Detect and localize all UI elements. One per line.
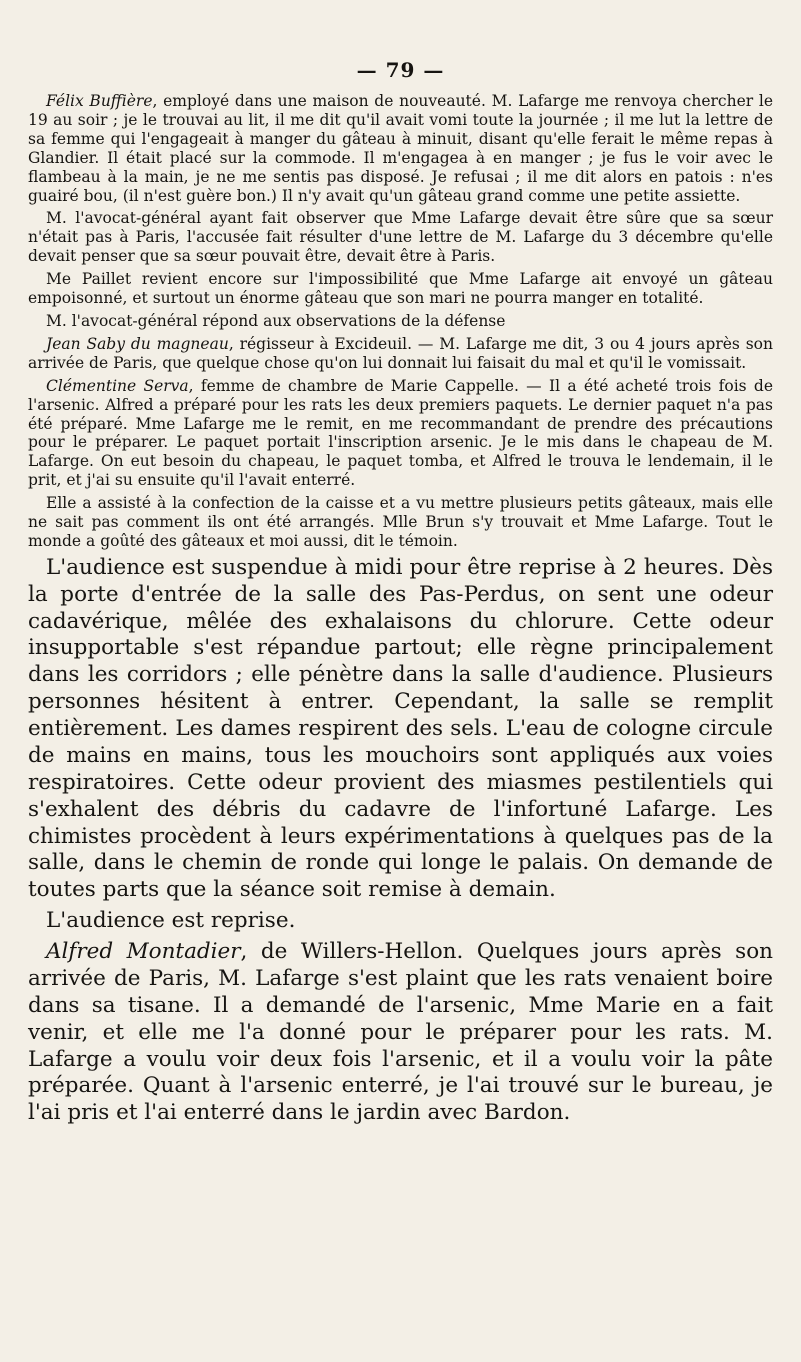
paragraph <box>28 494 773 551</box>
paragraph <box>28 377 773 490</box>
witness-name: Alfred Montadier <box>46 939 241 965</box>
paragraph <box>28 209 773 266</box>
narrative-block <box>28 555 773 1127</box>
paragraph <box>28 92 773 205</box>
paragraph <box>28 312 773 331</box>
page-number: — 79 — <box>356 58 445 82</box>
testimony-block <box>28 92 773 551</box>
paragraph <box>28 555 773 904</box>
witness-name: Jean Saby du magneau <box>46 334 229 353</box>
witness-name: Félix Buffière <box>46 92 153 110</box>
paragraph-text: L'audience est reprise. <box>46 908 296 934</box>
paragraph-text: , femme de chambre de Marie Cappelle. — Il a été acheté trois fois de l'arsenic. Alfred a préparé pour les rats les deux premiers paquets. Le dernier paquet n'a pas été préparé. Mme Lafarge me le remit, en me recommandant de prendre des précautions pour le préparer. Le paquet portait l'inscription arsenic. Je le mis dans le chapeau de M. Lafarge. On eut besoin du chapeau, le paquet tomba, et Alfred le trouva le lendemain, il le prit, et j'ai su ensuite qu'il l'avait enterré. <box>28 376 773 490</box>
paragraph-text: , régisseur à Excideuil. — M. Lafarge me dit, 3 ou 4 jours après son arrivée de Paris, que quelque chose qu'on lui donnait lui faisait du mal et qu'il le vomissait. <box>28 334 773 372</box>
paragraph-text: L'audience est suspendue à midi pour être reprise à 2 heures. Dès la porte d'entrée de la salle des Pas-Perdus, on sent une odeur cadavérique, mêlée des exhalaisons du chlorure. Cette odeur insupportable s'est répandue partout; elle règne principalement dans les corridors ; elle pénètre dans la salle d'audience. Plusieurs personnes hésitent à entrer. Cependant, la salle se remplit entièrement. Les dames respirent des sels. L'eau de cologne circule de mains en mains, tous les mouchoirs sont appliqués aux voies respiratoires. Cette odeur provient des miasmes pestilentiels qui s'exhalent des débris du cadavre de l'infortuné Lafarge. Les chimistes procèdent à leurs expérimentations à quelques pas de la salle, dans le chemin de ronde qui longe le palais. On demande de toutes parts que la séance soit remise à demain. <box>28 554 773 903</box>
witness-name: Clémentine Serva <box>46 376 189 395</box>
paragraph <box>28 939 773 1127</box>
paragraph-text: , de Willers-Hellon. Quelques jours après son arrivée de Paris, M. Lafarge s'est plaint que les rats venaient boire dans sa tisane. Il a demandé de l'arsenic, Mme Marie en a fait venir, et elle me l'a donné pour le préparer pour les rats. M. Lafarge a voulu voir deux fois l'arsenic, et il a voulu voir la pâte préparée. Quant à l'arsenic enterré, je l'ai trouvé sur le bureau, je l'ai pris et l'ai enterré dans le jardin avec Bardon. <box>28 939 773 1126</box>
paragraph-text: Elle a assisté à la confection de la caisse et a vu mettre plusieurs petits gâteaux, mais elle ne sait pas comment ils ont été arrangés. Mlle Brun s'y trouvait et Mme Lafarge. Tout le monde a goûté des gâteaux et moi aussi, dit le témoin. <box>28 494 773 550</box>
paragraph-text: M. l'avocat-général ayant fait observer que Mme Lafarge devait être sûre que sa sœur n'était pas à Paris, l'accusée fait résulter d'une lettre de M. Lafarge du 3 décembre qu'elle devait penser que sa sœur pouvait être, devait être à Paris. <box>28 209 773 266</box>
paragraph <box>28 335 773 373</box>
paragraph-text: M. l'avocat-général répond aux observations de la défense <box>46 311 506 330</box>
paragraph <box>28 270 773 308</box>
document-page <box>28 58 773 1131</box>
paragraph-text: , employé dans une maison de nouveauté. M. Lafarge me renvoya chercher le 19 au soir ; je le trouvai au lit, il me dit qu'il avait vomi toute la journée ; il me lut la lettre de sa femme qui l'engageait à manger du gâteau à minuit, disant qu'elle ferait le même repas à Glandier. Il était placé sur la commode. Il m'engagea à en manger ; je fus le voir avec le flambeau à la main, je ne me sentis pas disposé. Je refusai ; il me dit alors en patois : n'es guairé bou, (il n'est guère bon.) Il n'y avait qu'un gâteau grand comme une petite assiette. <box>28 92 773 205</box>
paragraph <box>28 908 773 935</box>
paragraph-text: Me Paillet revient encore sur l'impossibilité que Mme Lafarge ait envoyé un gâteau empoisonné, et surtout un énorme gâteau que son mari ne pourra manger en totalité. <box>28 270 773 308</box>
